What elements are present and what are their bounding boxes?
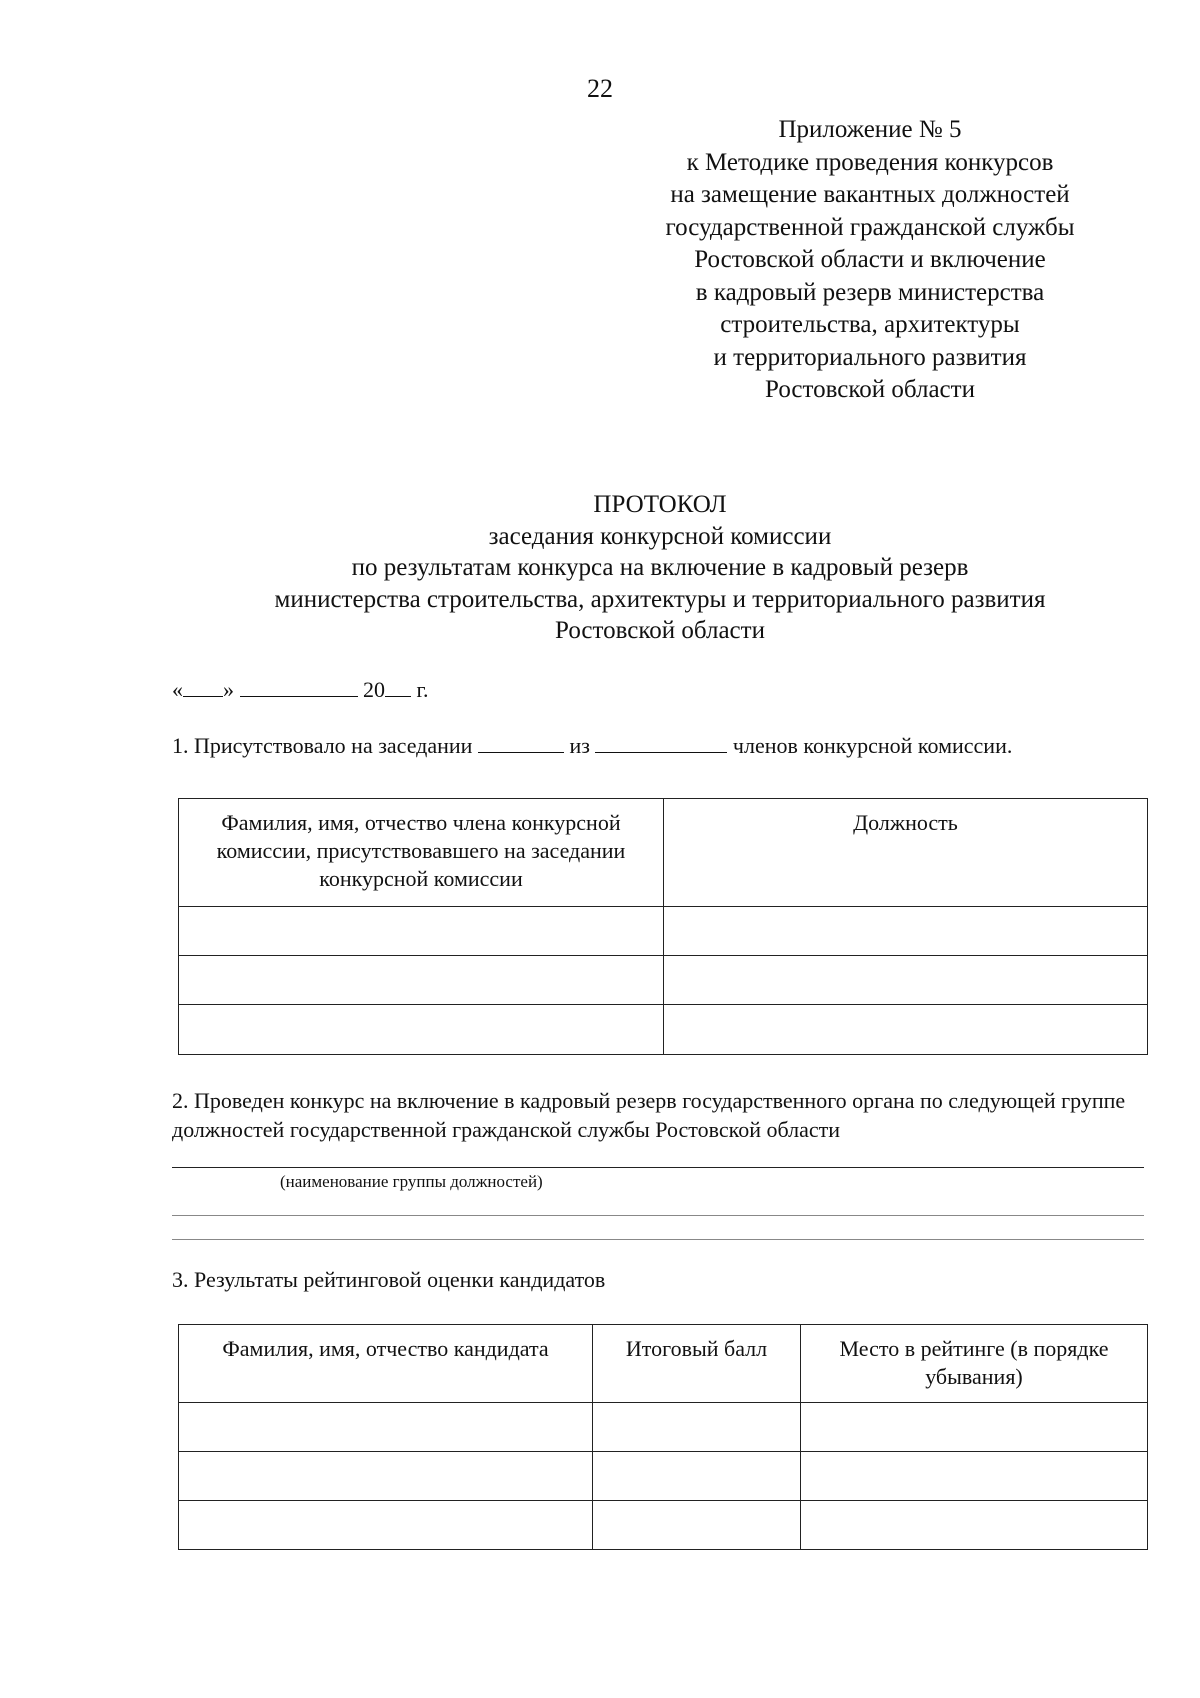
section1-text-before: 1. Присутствовало на заседании xyxy=(172,733,473,758)
table-row xyxy=(179,956,1148,1005)
table-cell[interactable] xyxy=(179,1501,593,1550)
title-line: министерства строительства, архитектуры и территориального развития xyxy=(274,585,1046,613)
document-heading: ПРОТОКОЛ xyxy=(593,491,727,518)
section1-text-after: членов конкурсной комиссии. xyxy=(732,733,1013,758)
document-title xyxy=(0,489,1200,647)
title-line: Ростовской области xyxy=(555,617,765,644)
section3-text: 3. Результаты рейтинговой оценки кандидатов xyxy=(172,1267,606,1292)
year-suffix: г. xyxy=(416,677,429,702)
present-count-blank[interactable] xyxy=(478,732,564,753)
position-group-caption: (наименование группы должностей) xyxy=(280,1172,543,1191)
table-cell[interactable] xyxy=(179,1005,664,1055)
section1-text xyxy=(172,732,1012,760)
candidates-rating-table xyxy=(178,1324,1148,1550)
table-cell[interactable] xyxy=(801,1501,1148,1550)
page-number: 22 xyxy=(587,74,613,103)
position-group-line-2[interactable] xyxy=(172,1215,1144,1216)
header-member-name: Фамилия, имя, отчество члена конкурсной комиссии, присутствовавшего на заседании конкурсной комиссии xyxy=(179,799,664,907)
table-cell[interactable] xyxy=(179,907,664,956)
appendix-line: на замещение вакантных должностей xyxy=(670,181,1070,208)
header-total-score: Итоговый балл xyxy=(593,1325,801,1403)
appendix-line: в кадровый резерв министерства xyxy=(695,278,1045,306)
appendix-line: Ростовской области xyxy=(765,376,975,403)
position-group-line[interactable] xyxy=(172,1167,1144,1168)
table-header-row xyxy=(179,799,1148,907)
appendix-line: строительства, архитектуры xyxy=(720,311,1020,338)
table-row xyxy=(179,1403,1148,1452)
date-close-quote: » xyxy=(223,677,234,702)
table-cell[interactable] xyxy=(801,1452,1148,1501)
section2-text: 2. Проведен конкурс на включение в кадровый резерв государственного органа по следующей группе должностей государственной гражданской службы Ростовской области xyxy=(172,1088,1126,1142)
year-blank[interactable] xyxy=(385,676,411,697)
table-cell[interactable] xyxy=(664,956,1148,1005)
table-cell[interactable] xyxy=(664,907,1148,956)
appendix-line: к Методике проведения конкурсов xyxy=(686,148,1054,176)
table-row xyxy=(179,1452,1148,1501)
title-line: заседания конкурсной комиссии xyxy=(488,522,832,550)
table-row xyxy=(179,1005,1148,1055)
table-cell[interactable] xyxy=(593,1403,801,1452)
table-cell[interactable] xyxy=(593,1501,801,1550)
commission-members-table xyxy=(178,798,1148,1055)
date-open-quote: « xyxy=(172,677,183,702)
month-blank[interactable] xyxy=(240,676,358,697)
appendix-line: Ростовской области и включение xyxy=(694,246,1046,273)
appendix-line: Приложение № 5 xyxy=(778,116,962,143)
table-cell[interactable] xyxy=(179,1452,593,1501)
table-cell[interactable] xyxy=(593,1452,801,1501)
table-row xyxy=(179,907,1148,956)
appendix-line: и территориального развития xyxy=(713,343,1027,371)
table-cell[interactable] xyxy=(664,1005,1148,1055)
table-cell[interactable] xyxy=(179,1403,593,1452)
date-line xyxy=(172,676,429,704)
table-row xyxy=(179,1501,1148,1550)
header-candidate-name: Фамилия, имя, отчество кандидата xyxy=(179,1325,593,1403)
appendix-header xyxy=(600,114,1140,407)
year-prefix: 20 xyxy=(363,677,385,702)
table-header-row xyxy=(179,1325,1148,1403)
position-group-line-3[interactable] xyxy=(172,1239,1144,1240)
header-rating-place: Место в рейтинге (в порядке убывания) xyxy=(801,1325,1148,1403)
total-members-blank[interactable] xyxy=(595,732,727,753)
header-position: Должность xyxy=(664,799,1148,907)
appendix-line: государственной гражданской службы xyxy=(665,213,1075,241)
table-cell[interactable] xyxy=(801,1403,1148,1452)
day-blank[interactable] xyxy=(183,676,223,697)
section1-text-middle: из xyxy=(569,733,590,758)
table-cell[interactable] xyxy=(179,956,664,1005)
title-line: по результатам конкурса на включение в кадровый резерв xyxy=(351,554,969,581)
